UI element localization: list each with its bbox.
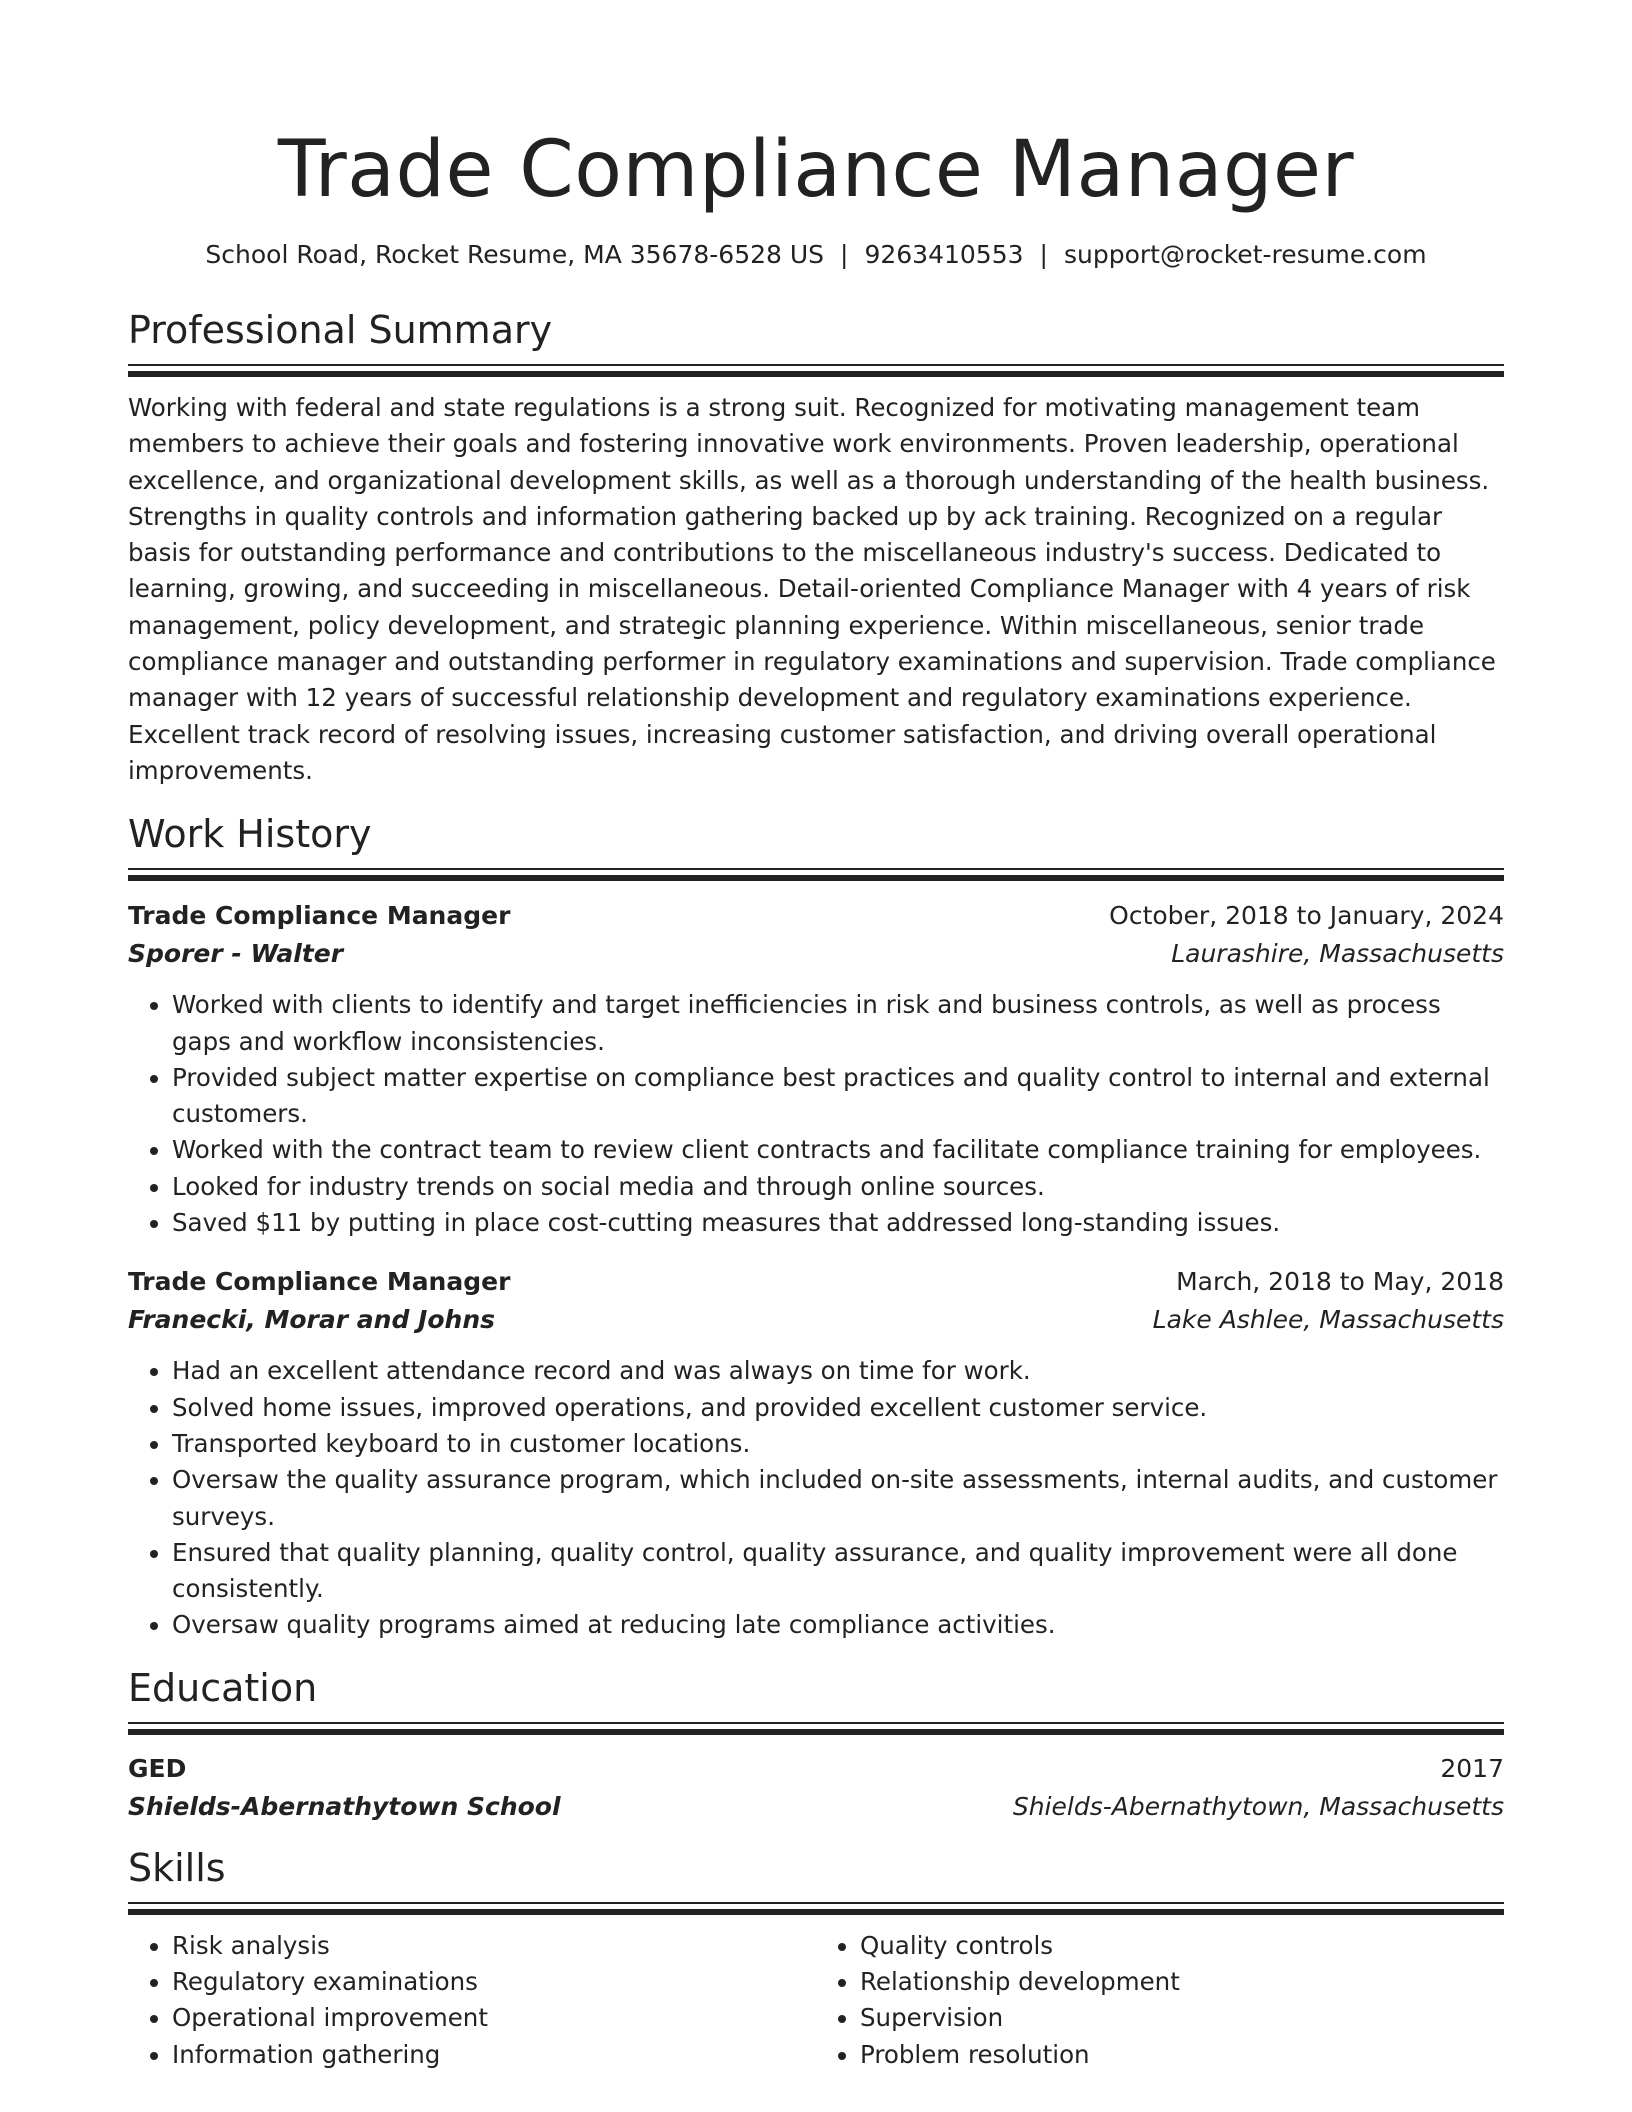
list-item: • Operational improvement	[172, 2000, 816, 2036]
list-item: • Oversaw quality programs aimed at reducing late compliance activities.	[172, 1607, 1504, 1643]
education-year: 2017	[1440, 1753, 1504, 1783]
contact-email: support@rocket-resume.com	[1063, 240, 1427, 269]
education-header-row	[128, 1750, 1504, 1788]
list-item: • Solved home issues, improved operations, and provided excellent customer service.	[172, 1390, 1504, 1426]
list-item: • Oversaw the quality assurance program, which included on-site assessments, internal audits, and customer surveys.	[172, 1462, 1504, 1535]
education-location: Shields-Abernathytown, Massachusetts	[1012, 1791, 1504, 1821]
job-dates: October, 2018 to January, 2024	[1109, 901, 1504, 931]
job-company: Franecki, Morar and Johns	[128, 1305, 496, 1335]
skills-list-left	[128, 1928, 816, 2073]
list-item: • Looked for industry trends on social media and through online sources.	[172, 1169, 1504, 1205]
job-bullets	[128, 987, 1504, 1241]
job-title: Trade Compliance Manager	[128, 901, 511, 931]
list-item: • Ensured that quality planning, quality control, quality assurance, and quality improvement were all done consistently.	[172, 1535, 1504, 1608]
contact-separator: |	[840, 240, 849, 269]
job-title: Trade Compliance Manager	[128, 1267, 511, 1297]
skills-columns	[128, 1928, 1504, 2073]
job-location: Laurashire, Massachusetts	[1171, 939, 1504, 969]
skills-list-right	[816, 1928, 1504, 2073]
section-title-education: Education	[128, 1665, 318, 1710]
job-location: Lake Ashlee, Massachusetts	[1152, 1305, 1504, 1335]
contact-address: School Road, Rocket Resume, MA 35678-6528 US	[205, 240, 825, 269]
education-degree: GED	[128, 1753, 187, 1783]
list-item: • Had an excellent attendance record and was always on time for work.	[172, 1353, 1504, 1389]
education-entry	[128, 1750, 1504, 1826]
list-item: • Worked with the contract team to review client contracts and facilitate compliance training for employees.	[172, 1132, 1504, 1168]
list-item: • Supervision	[860, 2000, 1504, 2036]
section-title-skills: Skills	[128, 1845, 226, 1890]
contact-separator: |	[1039, 240, 1048, 269]
section-divider	[128, 364, 1504, 378]
section-divider	[128, 1902, 1504, 1916]
summary-text: Working with federal and state regulations is a strong suit. Recognized for motivating management team members to achieve their goals and fostering innovative work environments. Proven leadership, operational excellence, and organizational development skills, as well as a thorough understanding of the health business. Strengths in quality controls and information gathering backed up by ack training. Recognized on a regular basis for outstanding performance and contributions to the miscellaneous industry's success. Dedicated to learning, growing, and succeeding in miscellaneous. Detail-oriented Compliance Manager with 4 years of risk management, policy development, and strategic planning experience. Within miscellaneous, senior trade compliance manager and outstanding performer in regulatory examinations and supervision. Trade compliance manager with 12 years of successful relationship development and regulatory examinations experience. Excellent track record of resolving issues, increasing customer satisfaction, and driving overall operational improvements.	[128, 393, 1496, 785]
summary-section	[128, 306, 1504, 789]
contact-phone: 9263410553	[864, 240, 1024, 269]
job-bullets	[128, 1353, 1504, 1643]
list-item: • Transported keyboard to in customer locations.	[172, 1426, 1504, 1462]
job-company: Sporer - Walter	[128, 939, 344, 969]
section-divider	[128, 868, 1504, 882]
section-title-summary: Professional Summary	[128, 308, 553, 352]
list-item: • Information gathering	[172, 2037, 816, 2073]
contact-line	[128, 238, 1504, 272]
list-item: • Provided subject matter expertise on compliance best practices and quality control to internal and external customers.	[172, 1060, 1504, 1133]
job-company-row	[128, 1301, 1504, 1339]
section-title-work-history: Work History	[128, 812, 372, 857]
education-school-row	[128, 1788, 1504, 1826]
list-item: • Worked with clients to identify and target inefficiencies in risk and business controls, as well as process gaps and workflow inconsistencies.	[172, 987, 1504, 1060]
list-item: • Problem resolution	[860, 2037, 1504, 2073]
job-entry	[128, 1263, 1504, 1643]
list-item: • Relationship development	[860, 1964, 1504, 2000]
section-divider	[128, 1722, 1504, 1736]
job-entry	[128, 897, 1504, 1241]
job-dates: March, 2018 to May, 2018	[1176, 1267, 1504, 1297]
education-school: Shields-Abernathytown School	[128, 1791, 561, 1821]
list-item: • Regulatory examinations	[172, 1964, 816, 2000]
list-item: • Quality controls	[860, 1928, 1504, 1964]
work-history-section	[128, 810, 1504, 1643]
resume-name: Trade Compliance Manager	[277, 125, 1355, 215]
job-company-row	[128, 935, 1504, 973]
job-header-row	[128, 1263, 1504, 1301]
job-header-row	[128, 897, 1504, 935]
list-item: • Risk analysis	[172, 1928, 816, 1964]
resume-page	[128, 0, 1504, 2073]
list-item: • Saved $11 by putting in place cost-cutting measures that addressed long-standing issues.	[172, 1205, 1504, 1241]
skills-section	[128, 1844, 1504, 2073]
education-section	[128, 1664, 1504, 1826]
